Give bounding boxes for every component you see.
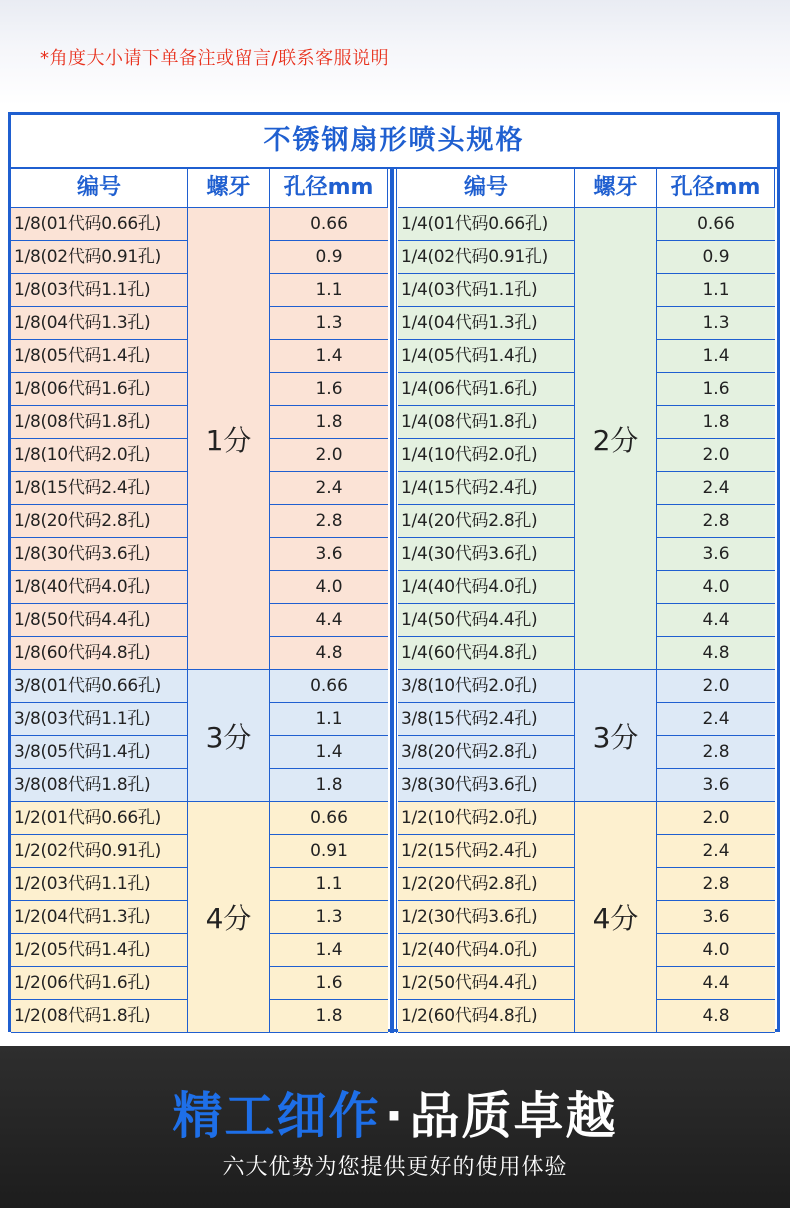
table-row-code: 1/2(40代码4.0孔)	[398, 934, 575, 967]
table-row-code: 1/4(06代码1.6孔)	[398, 373, 575, 406]
table-row-diameter: 2.4	[270, 472, 388, 505]
table-row-diameter: 2.0	[657, 670, 775, 703]
table-row-diameter: 1.8	[270, 406, 388, 439]
table-row-diameter: 0.66	[270, 802, 388, 835]
table-row-diameter: 2.8	[657, 868, 775, 901]
table-row-code: 1/8(08代码1.8孔)	[11, 406, 188, 439]
table-row-code: 3/8(30代码3.6孔)	[398, 769, 575, 802]
table-row-diameter: 1.6	[657, 373, 775, 406]
table-row-diameter: 1.4	[270, 736, 388, 769]
table-row-diameter: 1.6	[270, 373, 388, 406]
table-row-diameter: 1.4	[270, 340, 388, 373]
table-title: 不锈钢扇形喷头规格	[11, 115, 777, 169]
table-row-diameter: 1.3	[657, 307, 775, 340]
table-row-diameter: 0.9	[270, 241, 388, 274]
table-row-code: 3/8(03代码1.1孔)	[11, 703, 188, 736]
table-row-code: 3/8(20代码2.8孔)	[398, 736, 575, 769]
table-row-code: 1/4(30代码3.6孔)	[398, 538, 575, 571]
table-row-diameter: 3.6	[657, 769, 775, 802]
table-row-code: 1/2(50代码4.4孔)	[398, 967, 575, 1000]
table-row-code: 1/2(06代码1.6孔)	[11, 967, 188, 1000]
table-row-code: 1/2(01代码0.66孔)	[11, 802, 188, 835]
table-row-diameter: 2.0	[657, 802, 775, 835]
thread-size: 3分	[575, 670, 657, 802]
slogan-subline: 六大优势为您提供更好的使用体验	[222, 1155, 568, 1180]
spec-table	[8, 112, 780, 1032]
table-row-code: 1/4(02代码0.91孔)	[398, 241, 575, 274]
table-row-diameter: 1.6	[270, 967, 388, 1000]
table-row-diameter: 4.4	[657, 967, 775, 1000]
table-row-code: 1/4(08代码1.8孔)	[398, 406, 575, 439]
table-row-diameter: 2.8	[657, 736, 775, 769]
slogan	[0, 1076, 790, 1148]
table-row-diameter: 1.4	[657, 340, 775, 373]
table-row-diameter: 3.6	[657, 901, 775, 934]
thread-size: 4分	[188, 802, 270, 1033]
table-row-code: 1/8(06代码1.6孔)	[11, 373, 188, 406]
table-row-diameter: 0.66	[270, 208, 388, 241]
table-row-code: 1/4(20代码2.8孔)	[398, 505, 575, 538]
table-row-code: 1/2(02代码0.91孔)	[11, 835, 188, 868]
table-row-diameter: 1.3	[270, 901, 388, 934]
table-row-code: 1/4(03代码1.1孔)	[398, 274, 575, 307]
table-row-diameter: 4.8	[657, 637, 775, 670]
table-row-code: 1/8(60代码4.8孔)	[11, 637, 188, 670]
header-thread: 螺牙	[575, 169, 657, 208]
table-row-diameter: 3.6	[270, 538, 388, 571]
table-row-code: 3/8(15代码2.4孔)	[398, 703, 575, 736]
slogan-blue: 精工细作	[172, 1087, 381, 1145]
table-row-diameter: 4.4	[657, 604, 775, 637]
table-row-code: 1/4(15代码2.4孔)	[398, 472, 575, 505]
table-row-code: 1/4(40代码4.0孔)	[398, 571, 575, 604]
table-row-diameter: 1.1	[270, 274, 388, 307]
thread-size: 4分	[575, 802, 657, 1033]
table-row-code: 1/2(08代码1.8孔)	[11, 1000, 188, 1033]
table-row-diameter: 0.91	[270, 835, 388, 868]
table-row-code: 1/4(01代码0.66孔)	[398, 208, 575, 241]
table-row-code: 1/4(05代码1.4孔)	[398, 340, 575, 373]
center-divider	[390, 169, 394, 1033]
table-row-diameter: 4.0	[657, 571, 775, 604]
table-row-diameter: 0.66	[270, 670, 388, 703]
table-row-diameter: 1.3	[270, 307, 388, 340]
table-row-diameter: 2.0	[657, 439, 775, 472]
table-row-code: 1/2(15代码2.4孔)	[398, 835, 575, 868]
table-row-diameter: 1.1	[270, 703, 388, 736]
table-row-code: 1/8(02代码0.91孔)	[11, 241, 188, 274]
thread-size: 2分	[575, 208, 657, 670]
table-row-code: 1/4(50代码4.4孔)	[398, 604, 575, 637]
right-grid	[398, 169, 777, 1033]
header-code: 编号	[11, 169, 188, 208]
table-row-diameter: 4.4	[270, 604, 388, 637]
table-row-code: 3/8(01代码0.66孔)	[11, 670, 188, 703]
table-row-code: 1/2(60代码4.8孔)	[398, 1000, 575, 1033]
table-row-code: 1/8(30代码3.6孔)	[11, 538, 188, 571]
header-code: 编号	[398, 169, 575, 208]
table-row-code: 1/2(03代码1.1孔)	[11, 868, 188, 901]
table-row-code: 1/2(05代码1.4孔)	[11, 934, 188, 967]
table-row-diameter: 4.8	[270, 637, 388, 670]
table-row-diameter: 2.0	[270, 439, 388, 472]
table-row-diameter: 1.8	[270, 769, 388, 802]
table-row-code: 3/8(05代码1.4孔)	[11, 736, 188, 769]
order-note: *角度大小请下单备注或留言/联系客服说明	[40, 48, 390, 69]
table-row-code: 1/8(04代码1.3孔)	[11, 307, 188, 340]
table-row-diameter: 2.4	[657, 472, 775, 505]
table-row-diameter: 1.1	[657, 274, 775, 307]
table-row-code: 1/8(50代码4.4孔)	[11, 604, 188, 637]
table-row-diameter: 2.4	[657, 703, 775, 736]
table-row-code: 1/4(60代码4.8孔)	[398, 637, 575, 670]
table-row-diameter: 1.1	[270, 868, 388, 901]
table-row-code: 1/8(40代码4.0孔)	[11, 571, 188, 604]
header-thread: 螺牙	[188, 169, 270, 208]
table-row-diameter: 4.0	[657, 934, 775, 967]
header-diameter: 孔径mm	[657, 169, 775, 208]
table-row-code: 1/8(01代码0.66孔)	[11, 208, 188, 241]
thread-size: 3分	[188, 670, 270, 802]
slogan-white: 品质卓越	[409, 1087, 618, 1145]
table-row-code: 3/8(10代码2.0孔)	[398, 670, 575, 703]
table-row-code: 1/8(15代码2.4孔)	[11, 472, 188, 505]
table-row-diameter: 1.4	[270, 934, 388, 967]
table-row-diameter: 0.66	[657, 208, 775, 241]
table-row-diameter: 2.4	[657, 835, 775, 868]
table-row-code: 1/8(03代码1.1孔)	[11, 274, 188, 307]
table-row-code: 3/8(08代码1.8孔)	[11, 769, 188, 802]
table-row-code: 1/2(30代码3.6孔)	[398, 901, 575, 934]
table-row-code: 1/8(20代码2.8孔)	[11, 505, 188, 538]
right-half	[398, 169, 777, 1033]
header-diameter: 孔径mm	[270, 169, 388, 208]
slogan-dot: ·	[384, 1087, 406, 1145]
table-row-code: 1/2(20代码2.8孔)	[398, 868, 575, 901]
table-row-code: 1/8(05代码1.4孔)	[11, 340, 188, 373]
table-row-code: 1/4(10代码2.0孔)	[398, 439, 575, 472]
table-row-diameter: 4.0	[270, 571, 388, 604]
left-half	[11, 169, 390, 1033]
table-row-code: 1/2(10代码2.0孔)	[398, 802, 575, 835]
table-row-diameter: 2.8	[657, 505, 775, 538]
left-grid	[11, 169, 390, 1033]
table-row-diameter: 2.8	[270, 505, 388, 538]
table-row-code: 1/2(04代码1.3孔)	[11, 901, 188, 934]
table-row-diameter: 3.6	[657, 538, 775, 571]
table-row-diameter: 0.9	[657, 241, 775, 274]
table-row-code: 1/8(10代码2.0孔)	[11, 439, 188, 472]
table-row-code: 1/4(04代码1.3孔)	[398, 307, 575, 340]
table-row-diameter: 4.8	[657, 1000, 775, 1033]
thread-size: 1分	[188, 208, 270, 670]
table-row-diameter: 1.8	[657, 406, 775, 439]
table-row-diameter: 1.8	[270, 1000, 388, 1033]
